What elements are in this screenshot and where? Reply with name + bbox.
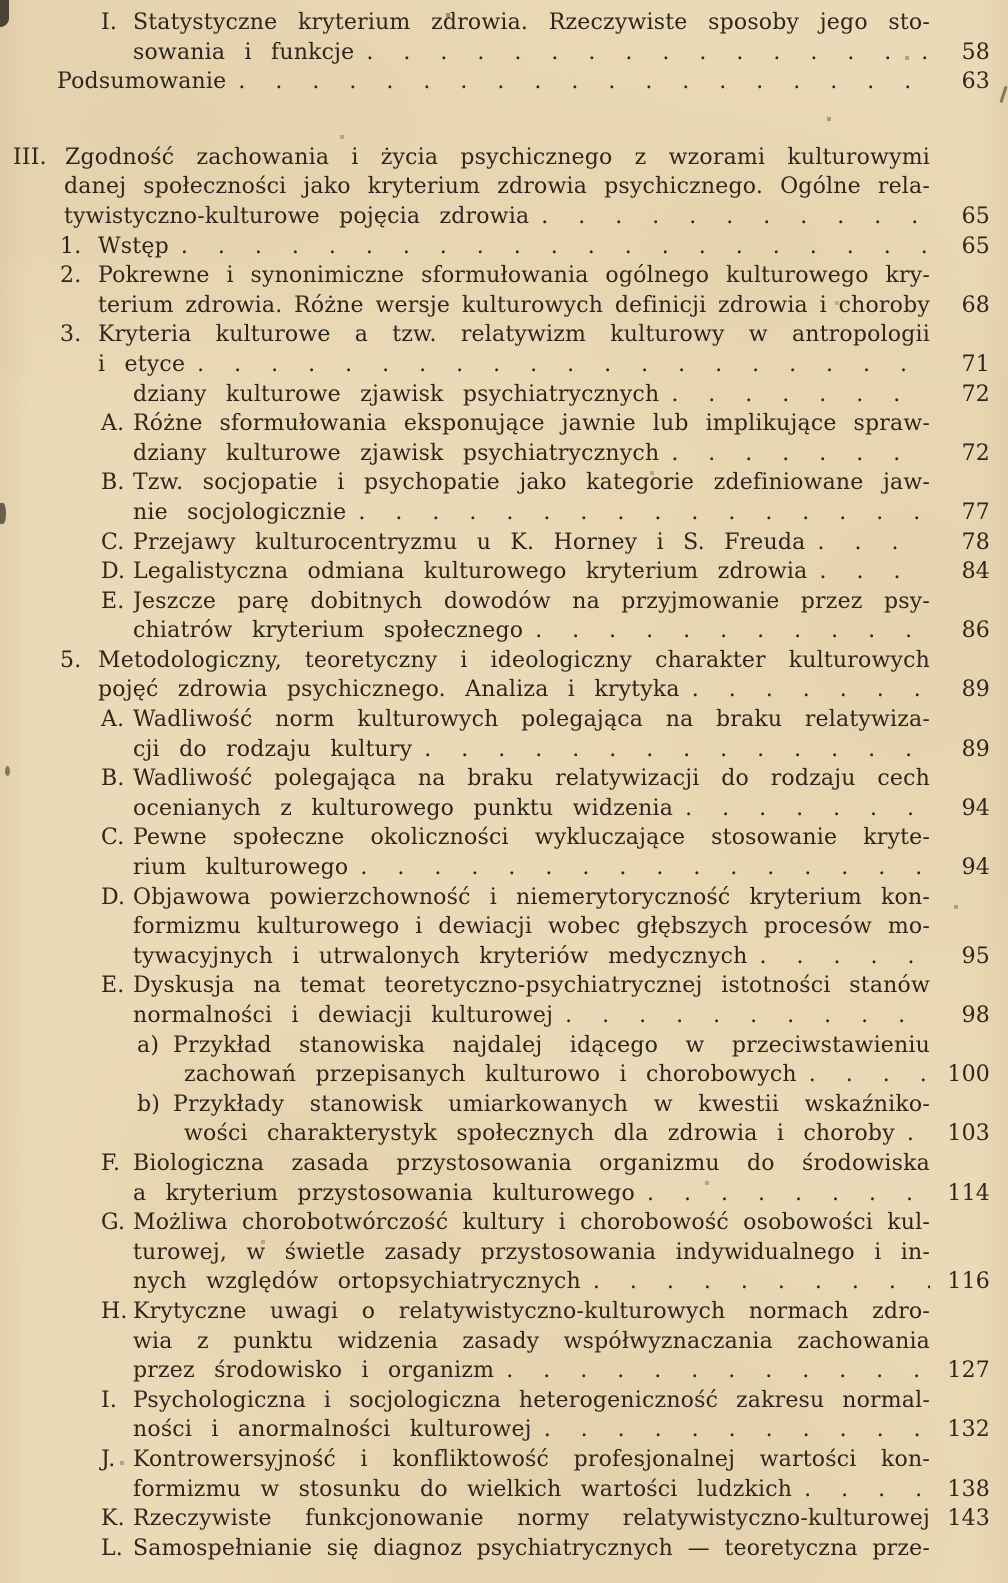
page-number: 72 bbox=[961, 440, 990, 466]
toc-item-text: pojęć zdrowia psychicznego. Analiza i krytyka bbox=[98, 677, 680, 703]
toc-line bbox=[0, 498, 1008, 528]
toc-item-text: a kryterium przystosowania kulturowego bbox=[133, 1180, 636, 1206]
page-number: 98 bbox=[961, 1003, 990, 1028]
toc-item-text: Różne sformułowania eksponujące jawnie lub implikujące spraw- bbox=[133, 411, 930, 437]
page-number: 94 bbox=[961, 855, 990, 881]
toc-item-label: I. bbox=[101, 10, 118, 35]
toc-line bbox=[0, 646, 1008, 676]
toc-line bbox=[0, 291, 1008, 321]
toc-item-text: Psychologiczna i socjologiczna heterogeniczność zakresu normal- bbox=[133, 1387, 930, 1413]
page-number-spacer bbox=[930, 320, 990, 350]
toc-item-text: Rzeczywiste funkcjonowanie normy relatywistyczno-kulturowej bbox=[133, 1506, 930, 1532]
toc-item-label: B. bbox=[101, 766, 125, 792]
toc-line bbox=[0, 764, 1008, 794]
toc-line bbox=[0, 823, 1008, 853]
toc-item-text: cji do rodzaju kultury bbox=[133, 736, 413, 762]
toc-line bbox=[0, 350, 1008, 380]
toc-item-text: ocenianych z kulturowego punktu widzenia bbox=[133, 795, 674, 821]
toc-line bbox=[0, 1534, 1008, 1564]
page-number: 68 bbox=[961, 292, 990, 318]
dot-leader bbox=[673, 794, 930, 824]
dot-leader bbox=[412, 735, 930, 765]
toc-line bbox=[0, 232, 1008, 262]
toc-item-label: a) bbox=[137, 1032, 160, 1058]
page-number: 65 bbox=[961, 233, 990, 259]
page-number: 100 bbox=[947, 1062, 990, 1088]
toc-item-label: A. bbox=[101, 411, 125, 437]
toc-item-text: wości charakterystyk społecznych dla zdrowia i choroby bbox=[184, 1121, 895, 1147]
toc-item-text: Legalistyczna odmiana kulturowego kryterium zdrowia bbox=[133, 559, 808, 585]
page-number-spacer bbox=[930, 764, 990, 794]
toc-line bbox=[0, 971, 1008, 1001]
dot-leader bbox=[659, 439, 930, 469]
toc-item-label: A. bbox=[101, 707, 125, 733]
toc-line bbox=[0, 67, 1008, 97]
dot-leader bbox=[805, 528, 930, 558]
toc-line bbox=[0, 1149, 1008, 1179]
dot-leader bbox=[494, 1356, 930, 1386]
toc-line bbox=[0, 883, 1008, 913]
toc-line bbox=[0, 1356, 1008, 1386]
toc-line bbox=[0, 587, 1008, 617]
toc-item-label: G. bbox=[101, 1210, 126, 1236]
toc-item-text: nych względów ortopsychiatrycznych bbox=[133, 1269, 581, 1295]
toc-item-text: turowej, w świetle zasady przystosowania indywidualnego i in- bbox=[133, 1239, 930, 1265]
toc-line bbox=[0, 439, 1008, 469]
page-number-spacer bbox=[930, 1445, 990, 1475]
toc-item-text: Kryteria kulturowe a tzw. relatywizm kulturowy w antropologii bbox=[98, 322, 930, 348]
page-number-spacer bbox=[930, 883, 990, 913]
page-number: 72 bbox=[961, 381, 990, 407]
page-number: 116 bbox=[947, 1269, 990, 1295]
dot-leader bbox=[169, 232, 930, 262]
toc-line bbox=[0, 705, 1008, 735]
scan-artifact bbox=[0, 0, 2, 2]
toc-line bbox=[0, 1031, 1008, 1061]
toc-line bbox=[0, 1386, 1008, 1416]
toc-line bbox=[0, 616, 1008, 646]
toc-item-text: Pewne społeczne okoliczności wykluczające stosowanie kryte- bbox=[133, 825, 930, 851]
toc-line bbox=[0, 1504, 1008, 1534]
toc-item-text: Wstęp bbox=[98, 233, 169, 259]
toc-line bbox=[0, 261, 1008, 291]
page-number: 94 bbox=[961, 795, 990, 821]
toc-line bbox=[0, 202, 1008, 232]
page-number-spacer bbox=[930, 1090, 990, 1120]
toc-item-text: danej społeczności jako kryterium zdrowia psychicznego. Ogólne rela- bbox=[64, 174, 930, 200]
page-number: 71 bbox=[961, 351, 990, 377]
toc-item-label: H. bbox=[101, 1298, 128, 1324]
page-number: 95 bbox=[961, 943, 990, 969]
section-gap bbox=[0, 97, 1008, 143]
toc-item-label: 2. bbox=[60, 263, 82, 289]
page-number-spacer bbox=[930, 1238, 990, 1268]
page-number-spacer bbox=[930, 1327, 990, 1357]
dot-leader bbox=[523, 616, 930, 646]
toc-line bbox=[0, 1119, 1008, 1149]
toc-line bbox=[0, 1297, 1008, 1327]
dot-leader bbox=[748, 942, 931, 972]
page-number-spacer bbox=[930, 1208, 990, 1238]
toc-item-text: i etyce bbox=[98, 351, 186, 377]
page-number-spacer bbox=[930, 172, 990, 202]
toc-item-text: rium kulturowego bbox=[133, 855, 349, 881]
toc-item-text: Statystyczne kryterium zdrowia. Rzeczywiste sposoby jego sto- bbox=[133, 10, 930, 35]
toc-item-text: Możliwa chorobotwórczość kultury i chorobowość osobowości kul- bbox=[133, 1210, 930, 1236]
toc-item-text: dziany kulturowe zjawisk psychiatrycznych bbox=[133, 440, 660, 466]
toc-item-label: L. bbox=[101, 1535, 124, 1561]
toc-item-label: D. bbox=[101, 559, 126, 585]
toc-line bbox=[0, 735, 1008, 765]
page-number: 138 bbox=[947, 1476, 990, 1502]
toc-item-text: Kontrowersyjność i konfliktowość profesjonalnej wartości kon- bbox=[133, 1446, 930, 1472]
page-number: 77 bbox=[961, 499, 990, 525]
page-number: 78 bbox=[961, 529, 990, 555]
dot-leader bbox=[532, 1415, 930, 1445]
toc-item-label: E. bbox=[101, 973, 125, 999]
page-number: 58 bbox=[961, 39, 990, 65]
toc-item-label: C. bbox=[101, 825, 125, 851]
toc-item-label: I. bbox=[101, 1387, 118, 1413]
dot-leader bbox=[895, 1119, 930, 1149]
toc-item-text: tywistyczno-kulturowe pojęcia zdrowia bbox=[64, 203, 530, 229]
toc-item-label: 1. bbox=[60, 233, 82, 259]
page-number: 89 bbox=[961, 736, 990, 762]
toc-item-text: Wadliwość polegająca na braku relatywizacji do rodzaju cech bbox=[133, 766, 930, 792]
toc-item-text: wia z punktu widzenia zasady współwyznaczania zachowania bbox=[133, 1328, 930, 1354]
toc-line bbox=[0, 409, 1008, 439]
toc-line bbox=[0, 528, 1008, 558]
toc-line bbox=[0, 172, 1008, 202]
toc-line bbox=[0, 143, 1008, 173]
page-number: 143 bbox=[947, 1506, 990, 1532]
toc-line bbox=[0, 1179, 1008, 1209]
toc-line bbox=[0, 942, 1008, 972]
toc bbox=[0, 8, 1008, 1563]
page-number-spacer bbox=[930, 912, 990, 942]
toc-item-label: III. bbox=[13, 144, 47, 170]
dot-leader bbox=[354, 38, 930, 68]
toc-item-text: formizmu w stosunku do wielkich wartości ludzkich bbox=[133, 1476, 793, 1502]
toc-item-text: zachowań przepisanych kulturowo i chorobowych bbox=[184, 1062, 797, 1088]
dot-leader bbox=[581, 1267, 930, 1297]
toc-item-text: formizmu kulturowego i dewiacji wobec głębszych procesów mo- bbox=[133, 914, 930, 940]
page-number-spacer bbox=[930, 261, 990, 291]
dot-leader bbox=[797, 1060, 930, 1090]
toc-item-text: Tzw. socjopatie i psychopatie jako kategorie zdefiniowane jaw- bbox=[133, 470, 930, 496]
page-number-spacer bbox=[930, 646, 990, 676]
toc-line bbox=[0, 1208, 1008, 1238]
toc-item-label: D. bbox=[101, 884, 126, 910]
toc-item-text: Krytyczne uwagi o relatywistyczno-kulturowych normach zdro- bbox=[133, 1298, 930, 1324]
toc-item-label: b) bbox=[137, 1091, 161, 1117]
dot-leader bbox=[529, 202, 930, 232]
toc-line bbox=[0, 1445, 1008, 1475]
toc-item-text: Jeszcze parę dobitnych dowodów na przyjmowanie przez psy- bbox=[133, 588, 930, 614]
toc-item-text: Zgodność zachowania i życia psychicznego z wzorami kulturowymi bbox=[65, 144, 930, 170]
toc-item-text: nie socjologicznie bbox=[133, 499, 347, 525]
toc-line bbox=[0, 1238, 1008, 1268]
page-number-spacer bbox=[930, 1534, 990, 1564]
toc-item-label: C. bbox=[101, 529, 125, 555]
toc-item-text: terium zdrowia. Różne wersje kulturowych definicji zdrowia i choroby bbox=[98, 292, 930, 318]
toc-line bbox=[0, 1415, 1008, 1445]
page-number-spacer bbox=[930, 705, 990, 735]
page-number-spacer bbox=[930, 1386, 990, 1416]
page-number-spacer bbox=[930, 587, 990, 617]
toc-item-text: Podsumowanie bbox=[57, 69, 227, 95]
page-number: 86 bbox=[961, 618, 990, 644]
toc-item-text: dziany kulturowe zjawisk psychiatrycznych bbox=[133, 381, 660, 407]
toc-item-text: Objawowa powierzchowność i niemerytoryczność kryterium kon- bbox=[133, 884, 930, 910]
page-number: 84 bbox=[961, 559, 990, 585]
toc-item-label: F. bbox=[101, 1150, 121, 1176]
toc-line bbox=[0, 38, 1008, 68]
dot-leader bbox=[807, 557, 930, 587]
dot-leader bbox=[348, 853, 930, 883]
page-number-spacer bbox=[930, 823, 990, 853]
dot-leader bbox=[553, 1001, 930, 1031]
toc-item-text: Dyskusja na temat teoretyczno-psychiatrycznej istotności stanów bbox=[133, 973, 930, 999]
dot-leader bbox=[792, 1475, 930, 1505]
toc-line bbox=[0, 1090, 1008, 1120]
toc-item-text: Przykład stanowiska najdalej idącego w przeciwstawieniu bbox=[173, 1032, 930, 1058]
scan-artifact bbox=[0, 503, 6, 524]
page-number: 114 bbox=[947, 1180, 990, 1206]
dot-leader bbox=[185, 350, 930, 380]
page-number-spacer bbox=[930, 1149, 990, 1179]
toc-line bbox=[0, 912, 1008, 942]
toc-line bbox=[0, 1267, 1008, 1297]
toc-item-text: Biologiczna zasada przystosowania organizmu do środowiska bbox=[133, 1150, 930, 1176]
toc-line bbox=[0, 675, 1008, 705]
toc-item-label: K. bbox=[101, 1506, 125, 1532]
toc-line bbox=[0, 320, 1008, 350]
toc-item-text: Wadliwość norm kulturowych polegająca na braku relatywiza- bbox=[133, 707, 930, 733]
scan-artifact bbox=[5, 766, 10, 776]
page-number: 65 bbox=[961, 203, 990, 229]
toc-item-text: Samospełnianie się diagnoz psychiatrycznych — teoretyczna prze- bbox=[133, 1535, 930, 1561]
page-number: 89 bbox=[961, 677, 990, 703]
toc-line bbox=[0, 853, 1008, 883]
page-number-spacer bbox=[930, 8, 990, 38]
toc-item-text: tywacyjnych i utrwalonych kryteriów medycznych bbox=[133, 943, 748, 969]
toc-item-label: B. bbox=[101, 470, 125, 496]
dot-leader bbox=[346, 498, 930, 528]
toc-line bbox=[0, 8, 1008, 38]
page-number: 63 bbox=[961, 69, 990, 95]
toc-item-text: Metodologiczny, teoretyczny i ideologiczny charakter kulturowych bbox=[98, 647, 930, 673]
toc-item-text: przez środowisko i organizm bbox=[133, 1358, 495, 1384]
toc-line bbox=[0, 794, 1008, 824]
toc-line bbox=[0, 380, 1008, 410]
toc-item-text: sowania i funkcje bbox=[133, 39, 355, 65]
toc-line bbox=[0, 1001, 1008, 1031]
page-number-spacer bbox=[930, 468, 990, 498]
toc-item-text: ności i anormalności kulturowej bbox=[133, 1417, 532, 1443]
dot-leader bbox=[635, 1179, 930, 1209]
page-number-spacer bbox=[930, 143, 990, 173]
page-number-spacer bbox=[930, 409, 990, 439]
dot-leader bbox=[659, 380, 930, 410]
toc-item-text: Przejawy kulturocentryzmu u K. Horney i S. Freuda bbox=[133, 529, 806, 555]
dot-leader bbox=[226, 67, 930, 97]
toc-line bbox=[0, 1475, 1008, 1505]
toc-item-label: 3. bbox=[60, 322, 82, 348]
toc-item-label: E. bbox=[101, 588, 125, 614]
page-number: 132 bbox=[947, 1417, 990, 1443]
page-number: 103 bbox=[947, 1121, 990, 1147]
toc-item-label: J. bbox=[101, 1446, 116, 1472]
toc-line bbox=[0, 1327, 1008, 1357]
toc-item-text: Pokrewne i synonimiczne sformułowania ogólnego kulturowego kry- bbox=[98, 263, 930, 289]
page-number-spacer bbox=[930, 971, 990, 1001]
toc-item-text: Przykłady stanowisk umiarkowanych w kwestii wskaźniko- bbox=[173, 1091, 930, 1117]
toc-item-text: chiatrów kryterium społecznego bbox=[133, 618, 524, 644]
page-number-spacer bbox=[930, 1297, 990, 1327]
toc-item-text: normalności i dewiacji kulturowej bbox=[133, 1003, 554, 1028]
toc-line bbox=[0, 1060, 1008, 1090]
page-number: 127 bbox=[947, 1358, 990, 1384]
toc-line bbox=[0, 468, 1008, 498]
toc-line bbox=[0, 557, 1008, 587]
dot-leader bbox=[680, 675, 930, 705]
toc-item-label: 5. bbox=[60, 647, 82, 673]
page-number-spacer bbox=[930, 1031, 990, 1061]
